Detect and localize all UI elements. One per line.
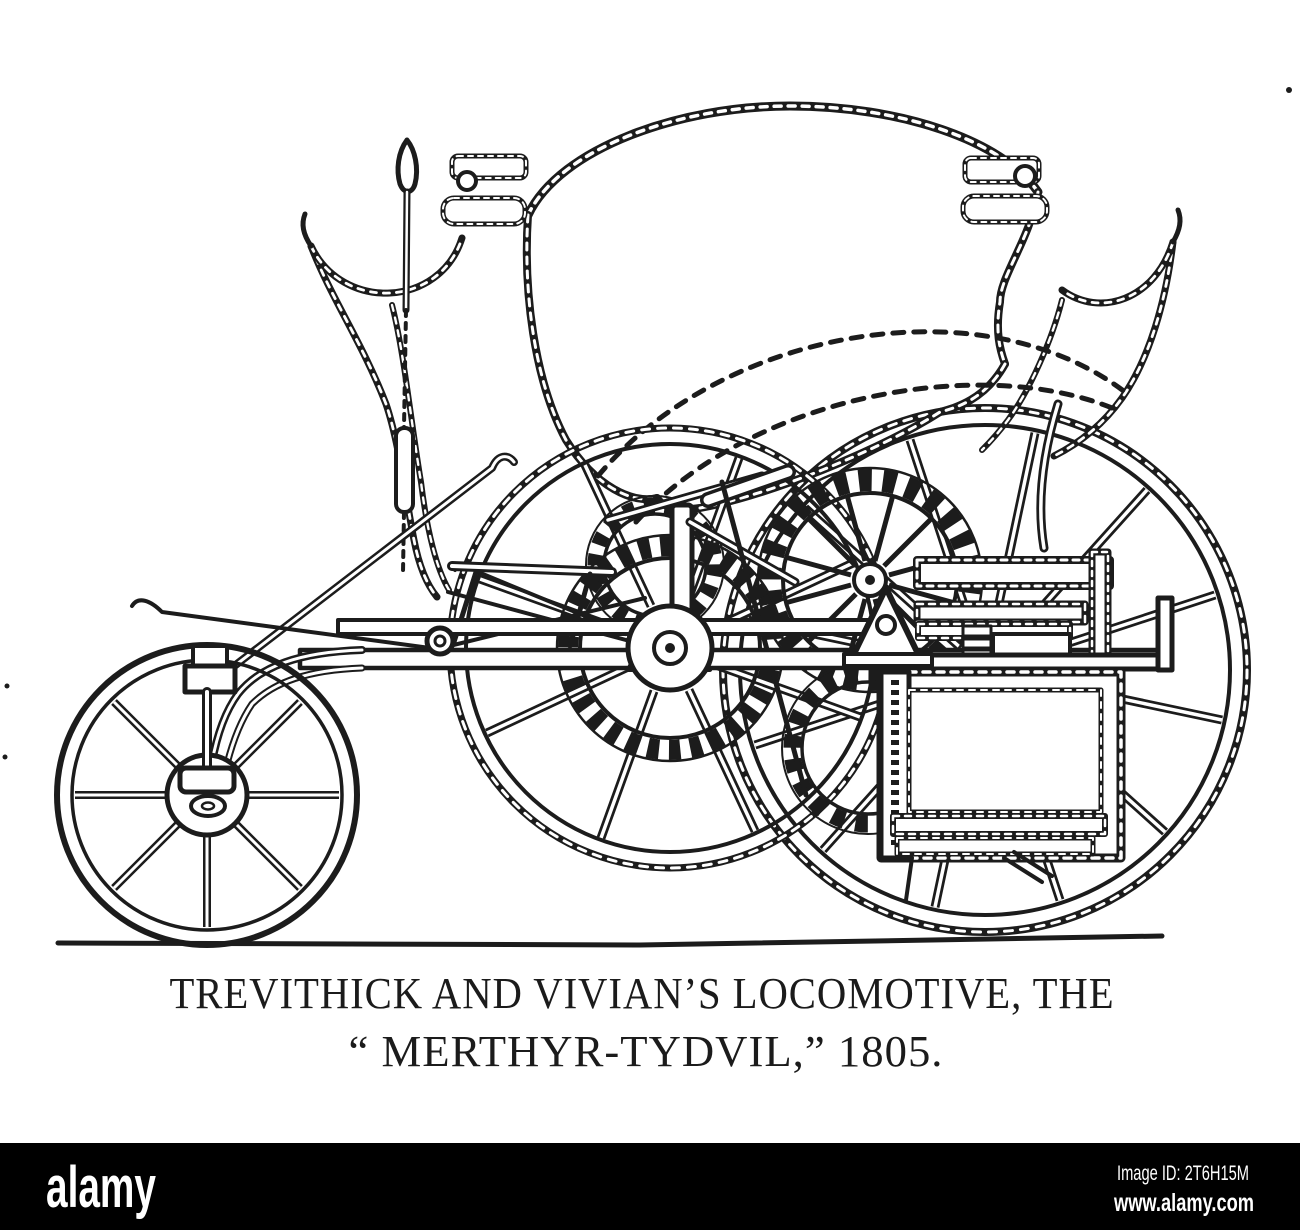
caption-line-2: “ MERTHYR-TYDVIL,” 1805.: [348, 1027, 944, 1076]
watermark-website: www.alamy.com: [1113, 1189, 1254, 1217]
alamy-logo: alamy: [46, 1155, 156, 1220]
watermark-bar: [0, 1143, 1300, 1230]
caption-line-1: TREVITHICK AND VIVIAN’S LOCOMOTIVE, THE: [169, 969, 1115, 1018]
watermark-image-id: Image ID: 2T6H15M: [1117, 1162, 1249, 1185]
watermark-background: [0, 1143, 1300, 1230]
